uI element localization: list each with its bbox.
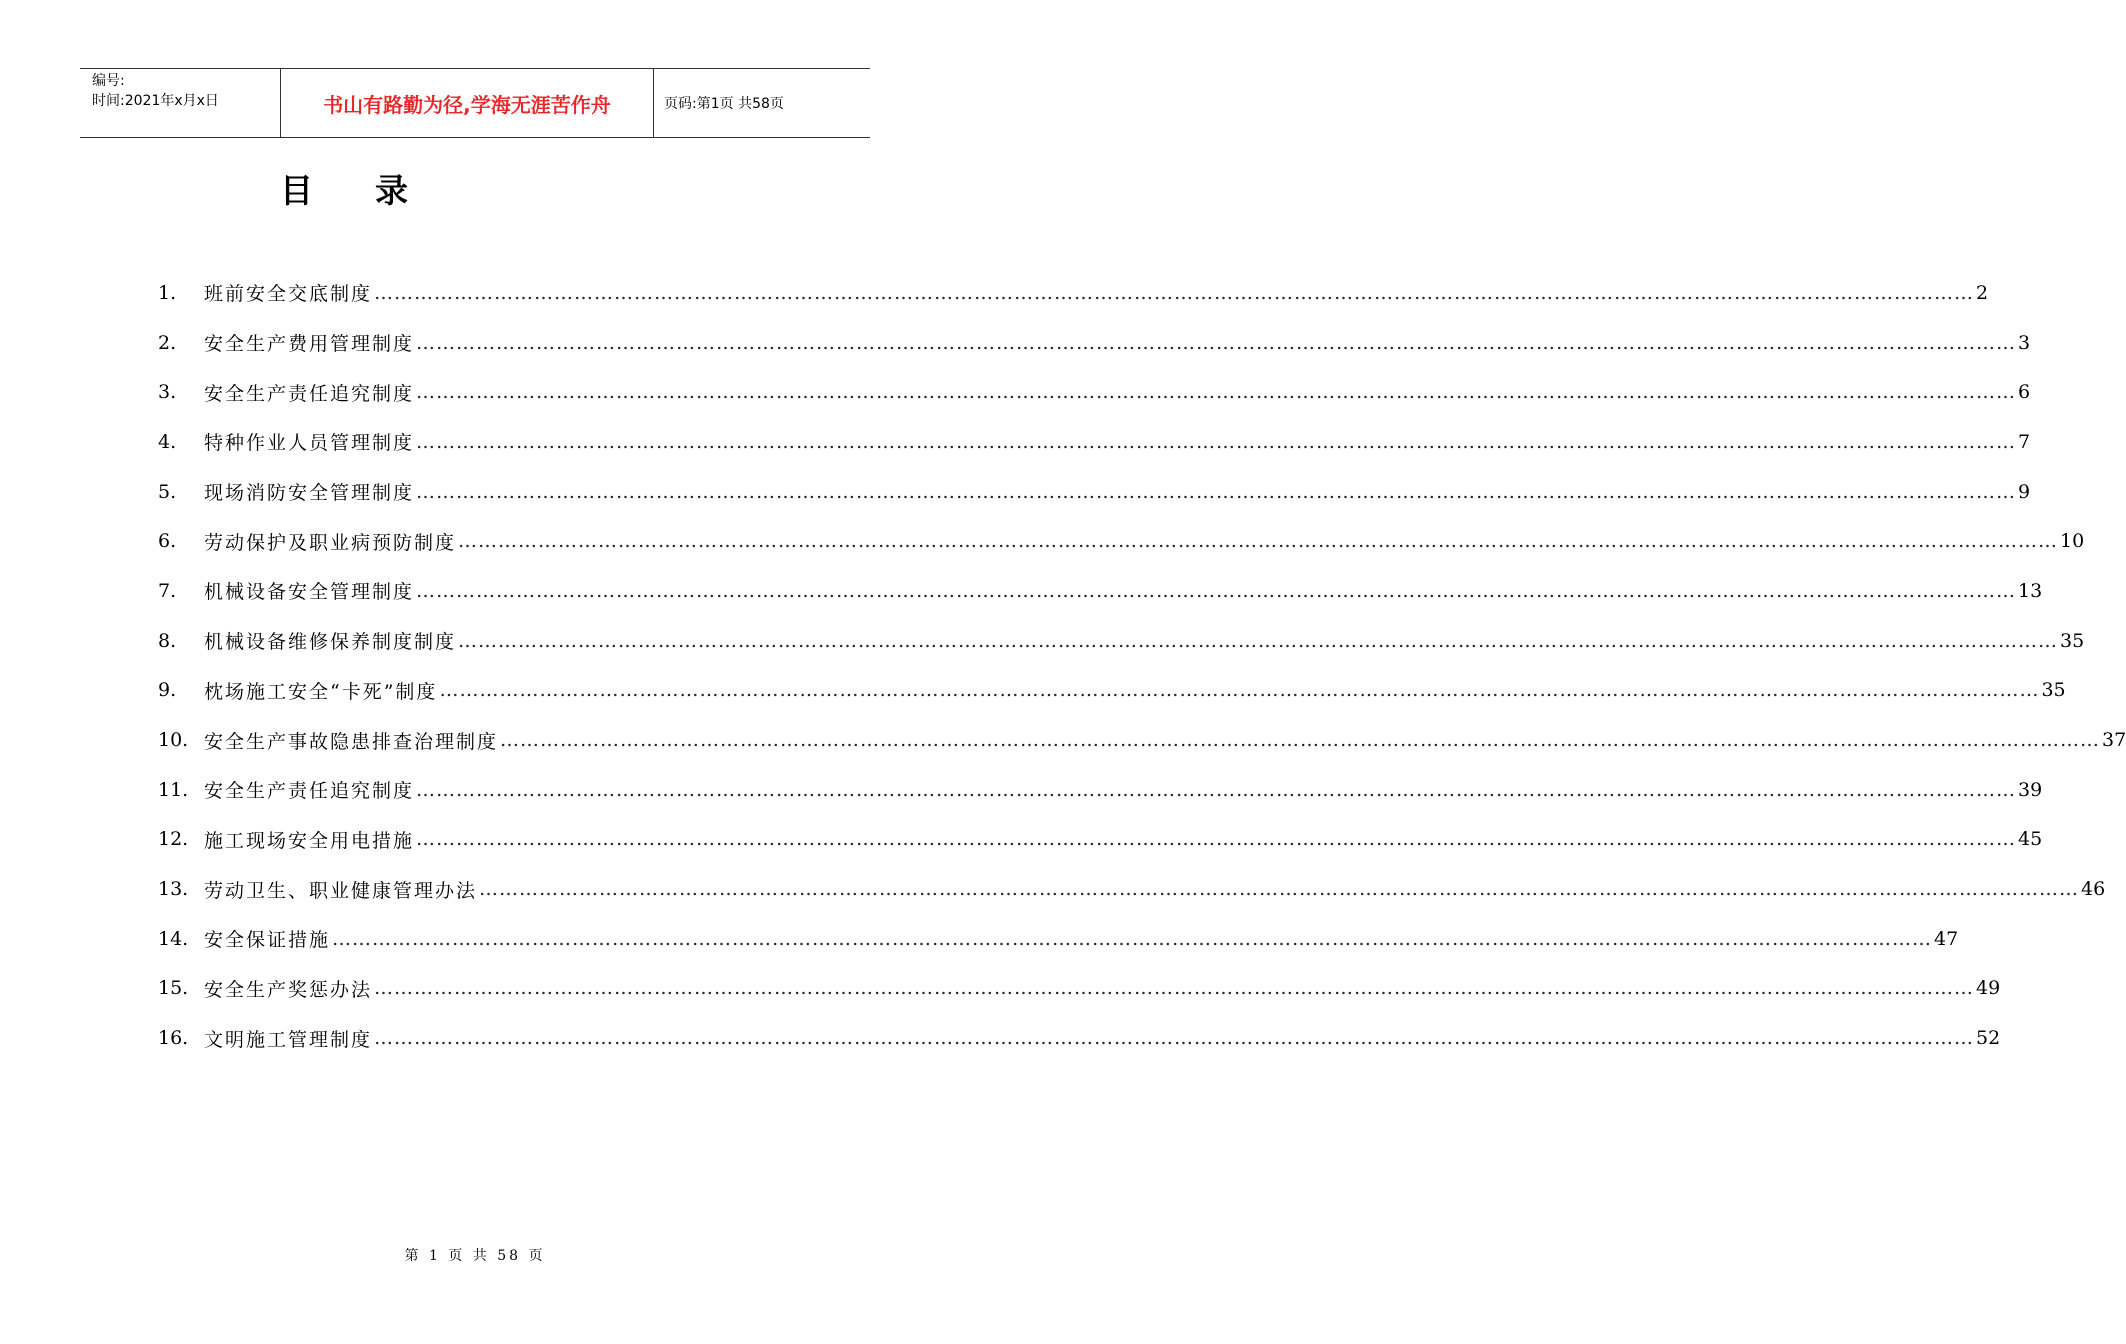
toc-item-number: 3. — [158, 381, 177, 404]
toc-dot-leader: …………………………………………………………………………………………………………………………………………………………………………………………………………………… — [416, 778, 2017, 801]
toc-item-page: 35 — [2041, 679, 2066, 702]
header-page-info: 页码:第1页 共58页 — [664, 96, 784, 112]
toc-item-number: 15. — [158, 977, 189, 1000]
toc-dot-leader: …………………………………………………………………………………………………………………………………………………………………………………………………………………… — [416, 381, 2017, 404]
toc-dot-leader: …………………………………………………………………………………………………………………………………………………………………………………………………………………… — [374, 1027, 1975, 1050]
toc-item[interactable] — [158, 566, 2043, 616]
toc-dot-leader: …………………………………………………………………………………………………………………………………………………………………………………………………………………… — [374, 281, 1975, 304]
document-time-label: 时间:2021年x月x日 — [92, 93, 219, 109]
toc-dot-leader: …………………………………………………………………………………………………………………………………………………………………………………………………………………… — [479, 878, 2080, 901]
toc-item[interactable] — [158, 467, 2031, 517]
toc-item-page: 35 — [2060, 629, 2085, 652]
toc-item-page: 9 — [2018, 480, 2031, 503]
toc-dot-leader: …………………………………………………………………………………………………………………………………………………………………………………………………………………… — [439, 679, 2040, 702]
toc-item-title: 安全生产责任追究制度 — [204, 780, 415, 803]
toc-item-page: 7 — [2018, 430, 2031, 453]
document-number-label: 编号: — [92, 73, 125, 89]
toc-item-title: 机械设备安全管理制度 — [204, 581, 415, 604]
toc-item[interactable] — [158, 964, 2001, 1014]
toc-item[interactable] — [158, 616, 2085, 666]
toc-item-page: 49 — [1976, 977, 2001, 1000]
toc-item[interactable] — [158, 367, 2031, 417]
toc-item-title: 特种作业人员管理制度 — [204, 432, 415, 455]
toc-item[interactable] — [158, 815, 2043, 865]
toc-item[interactable] — [158, 268, 1989, 318]
page-header — [80, 68, 870, 138]
toc-item-page: 10 — [2060, 530, 2085, 553]
toc-item-page: 3 — [2018, 331, 2031, 354]
page-footer: 第 1 页 共 58 页 — [404, 1248, 546, 1264]
page-title: 目录 — [280, 171, 470, 210]
toc-dot-leader: …………………………………………………………………………………………………………………………………………………………………………………………………………………… — [500, 729, 2101, 752]
toc-item[interactable] — [158, 318, 2031, 368]
toc-item-number: 13. — [158, 878, 189, 901]
toc-item-number: 7. — [158, 579, 177, 602]
toc-item-number: 4. — [158, 430, 177, 453]
toc-item-page: 39 — [2018, 778, 2043, 801]
toc-item-title: 施工现场安全用电措施 — [204, 829, 415, 852]
toc-item-title: 安全保证措施 — [204, 929, 331, 952]
toc-item-page: 13 — [2018, 579, 2043, 602]
toc-item-page: 6 — [2018, 381, 2031, 404]
toc-item-number: 9. — [158, 679, 177, 702]
toc-item[interactable] — [158, 1013, 2001, 1063]
toc-item-title: 劳动保护及职业病预防制度 — [204, 531, 457, 554]
toc-item[interactable] — [158, 666, 2066, 716]
toc-item-number: 10. — [158, 729, 189, 752]
toc-item-title: 安全生产责任追究制度 — [204, 382, 415, 405]
toc-item-title: 劳动卫生、职业健康管理办法 — [204, 879, 478, 902]
toc-item-title: 枕场施工安全“卡死”制度 — [204, 680, 438, 703]
toc-item-page: 47 — [1934, 927, 1959, 950]
toc-item-page: 46 — [2081, 878, 2106, 901]
toc-item[interactable] — [158, 417, 2031, 467]
toc-item-page: 52 — [1976, 1027, 2001, 1050]
toc-item-number: 16. — [158, 1027, 189, 1050]
toc-item-page: 37 — [2102, 729, 2126, 752]
toc-item-number: 11. — [158, 778, 189, 801]
toc-item[interactable] — [158, 914, 1959, 964]
toc-dot-leader: …………………………………………………………………………………………………………………………………………………………………………………………………………………… — [416, 579, 2017, 602]
toc-dot-leader: …………………………………………………………………………………………………………………………………………………………………………………………………………………… — [416, 430, 2017, 453]
toc-item-number: 8. — [158, 629, 177, 652]
toc-item[interactable] — [158, 516, 2085, 566]
toc-item-title: 机械设备维修保养制度制度 — [204, 631, 457, 654]
toc-item-number: 5. — [158, 480, 177, 503]
toc-item[interactable] — [158, 864, 2106, 914]
toc-item-number: 12. — [158, 828, 189, 851]
toc-item[interactable] — [158, 765, 2043, 815]
toc-dot-leader: …………………………………………………………………………………………………………………………………………………………………………………………………………………… — [458, 629, 2059, 652]
header-motto: 书山有路勤为径,学海无涯苦作舟 — [281, 69, 654, 137]
toc-dot-leader: …………………………………………………………………………………………………………………………………………………………………………………………………………………… — [374, 977, 1975, 1000]
header-meta — [80, 69, 281, 137]
toc-dot-leader: …………………………………………………………………………………………………………………………………………………………………………………………………………………… — [458, 530, 2059, 553]
toc-item-title: 现场消防安全管理制度 — [204, 482, 415, 505]
toc-item-number: 14. — [158, 927, 189, 950]
toc-item-number: 6. — [158, 530, 177, 553]
table-of-contents — [158, 268, 2126, 1063]
toc-dot-leader: …………………………………………………………………………………………………………………………………………………………………………………………………………………… — [416, 828, 2017, 851]
toc-item-title: 安全生产费用管理制度 — [204, 333, 415, 356]
toc-item-page: 2 — [1976, 281, 1989, 304]
toc-dot-leader: …………………………………………………………………………………………………………………………………………………………………………………………………………………… — [416, 480, 2017, 503]
toc-item-title: 安全生产奖惩办法 — [204, 978, 373, 1001]
toc-item-title: 班前安全交底制度 — [204, 283, 373, 306]
toc-dot-leader: …………………………………………………………………………………………………………………………………………………………………………………………………………………… — [332, 927, 1933, 950]
toc-item-number: 2. — [158, 331, 177, 354]
toc-item[interactable] — [158, 715, 2126, 765]
toc-item-page: 45 — [2018, 828, 2043, 851]
toc-item-number: 1. — [158, 281, 177, 304]
toc-item-title: 安全生产事故隐患排查治理制度 — [204, 730, 499, 753]
toc-dot-leader: …………………………………………………………………………………………………………………………………………………………………………………………………………………… — [416, 331, 2017, 354]
toc-item-title: 文明施工管理制度 — [204, 1028, 373, 1051]
